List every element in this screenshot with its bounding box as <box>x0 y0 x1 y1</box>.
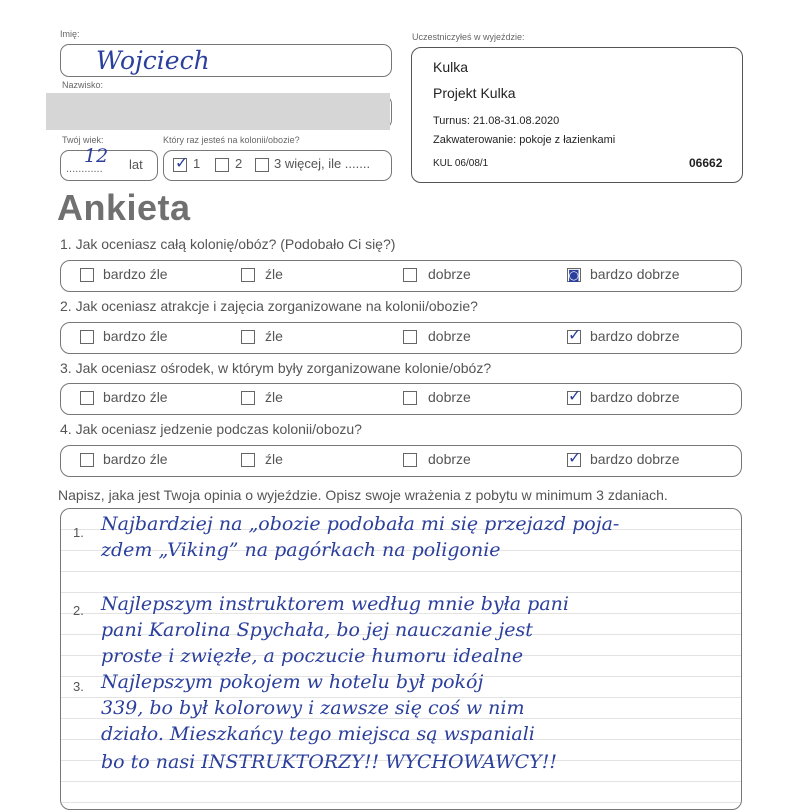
q3-option-1-label: bardzo źle <box>103 389 168 405</box>
first-name-label: Imię: <box>60 29 80 39</box>
q3-option-3-label: dobrze <box>428 389 471 405</box>
first-name-value: Wojciech <box>96 46 210 75</box>
trip-code: KUL 06/08/1 <box>433 158 489 169</box>
q4-option-2-checkbox[interactable] <box>241 453 255 467</box>
trip-project: Projekt Kulka <box>433 85 516 101</box>
q1-option-1-checkbox[interactable] <box>80 268 94 282</box>
time-3-label: 3 więcej, ile ....... <box>274 156 371 171</box>
time-2-checkbox[interactable] <box>215 158 229 172</box>
q2-option-4-label: bardzo dobrze <box>590 328 680 344</box>
opinion-line-7: 339, bo był kolorowy i zawsze się coś w nim <box>101 697 525 719</box>
trip-name: Kulka <box>433 59 469 75</box>
q2-option-1-checkbox[interactable] <box>80 330 94 344</box>
time-1-checkmark-icon: ✓ <box>175 153 189 172</box>
q2-option-1-label: bardzo źle <box>103 328 168 344</box>
opinion-number-3: 3. <box>73 679 84 694</box>
age-label: Twój wiek: <box>62 135 104 145</box>
q4-option-3-label: dobrze <box>428 451 471 467</box>
redaction-bar <box>46 93 390 130</box>
q2-option-3-label: dobrze <box>428 328 471 344</box>
q1-option-1-label: bardzo źle <box>103 266 168 282</box>
opinion-prompt: Napisz, jaka jest Twoja opinia o wyjeździe. Opisz swoje wrażenia z pobytu w minimum 3 zdaniach. <box>58 487 668 503</box>
question-3: 3. Jak oceniasz ośrodek, w którym były zorganizowane kolonie/obóz? <box>60 360 492 376</box>
q2-option-2-label: źle <box>265 328 283 344</box>
time-3-checkbox[interactable] <box>255 158 269 172</box>
opinion-line-6: Najlepszym pokojem w hotelu był pokój <box>101 671 484 693</box>
trip-number: 06662 <box>689 156 723 170</box>
question-2: 2. Jak oceniasz atrakcje i zajęcia zorganizowane na kolonii/obozie? <box>60 298 478 314</box>
q4-option-1-checkbox[interactable] <box>80 453 94 467</box>
q3-option-1-checkbox[interactable] <box>80 391 94 405</box>
opinion-number-2: 2. <box>73 603 84 618</box>
time-2-label: 2 <box>235 156 243 171</box>
q3-option-3-checkbox[interactable] <box>403 391 417 405</box>
opinion-line-2: zdem „Viking” na pagórkach na poligonie <box>101 539 501 561</box>
age-value: 12 <box>84 145 109 167</box>
q2-option-3-checkbox[interactable] <box>403 330 417 344</box>
trip-info-box <box>411 47 743 183</box>
q4-checkmark-icon: ✓ <box>568 448 582 467</box>
age-unit: lat <box>129 157 143 172</box>
q3-option-2-label: źle <box>265 389 283 405</box>
q4-option-1-label: bardzo źle <box>103 451 168 467</box>
last-name-label: Nazwisko: <box>62 80 104 90</box>
time-1-label: 1 <box>193 156 201 171</box>
which-time-label: Który raz jesteś na kolonii/obozie? <box>163 135 300 145</box>
q3-checkmark-icon: ✓ <box>568 386 582 405</box>
participated-label: Uczestniczyłeś w wyjeździe: <box>412 32 525 42</box>
q1-option-3-label: dobrze <box>428 266 471 282</box>
q4-option-3-checkbox[interactable] <box>403 453 417 467</box>
opinion-line-9: bo to nasi INSTRUKTORZY!! WYCHOWAWCY!! <box>101 751 557 773</box>
opinion-line-8: działo. Mieszkańcy tego miejsca są wspaniali <box>101 723 535 745</box>
q3-option-4-label: bardzo dobrze <box>590 389 680 405</box>
opinion-writing-area[interactable] <box>60 508 742 810</box>
question-4: 4. Jak oceniasz jedzenie podczas kolonii/obozu? <box>60 421 362 437</box>
q1-option-3-checkbox[interactable] <box>403 268 417 282</box>
q2-checkmark-icon: ✓ <box>568 325 582 344</box>
question-1: 1. Jak oceniasz całą kolonię/obóz? (Podobało Ci się?) <box>60 236 396 252</box>
trip-turnus: Turnus: 21.08-31.08.2020 <box>433 115 560 127</box>
q3-option-2-checkbox[interactable] <box>241 391 255 405</box>
q2-option-2-checkbox[interactable] <box>241 330 255 344</box>
opinion-line-4: pani Karolina Spychała, bo jej nauczanie jest <box>101 619 533 641</box>
q1-option-4-label: bardzo dobrze <box>590 266 680 282</box>
opinion-number-1: 1. <box>73 525 84 540</box>
q1-checkmark-icon: ◙ <box>568 268 580 282</box>
trip-accommodation: Zakwaterowanie: pokoje z łazienkami <box>433 134 616 146</box>
opinion-line-5: proste i zwięzłe, a poczucie humoru idealne <box>101 645 524 667</box>
q4-option-2-label: źle <box>265 451 283 467</box>
opinion-line-3: Najlepszym instruktorem według mnie była pani <box>101 593 569 615</box>
opinion-line-1: Najbardziej na „obozie podobała mi się przejazd poja- <box>101 513 620 535</box>
age-dots: ............ <box>66 163 103 175</box>
q4-option-4-label: bardzo dobrze <box>590 451 680 467</box>
q1-option-2-label: źle <box>265 266 283 282</box>
q1-option-2-checkbox[interactable] <box>241 268 255 282</box>
page-title: Ankieta <box>57 187 191 228</box>
